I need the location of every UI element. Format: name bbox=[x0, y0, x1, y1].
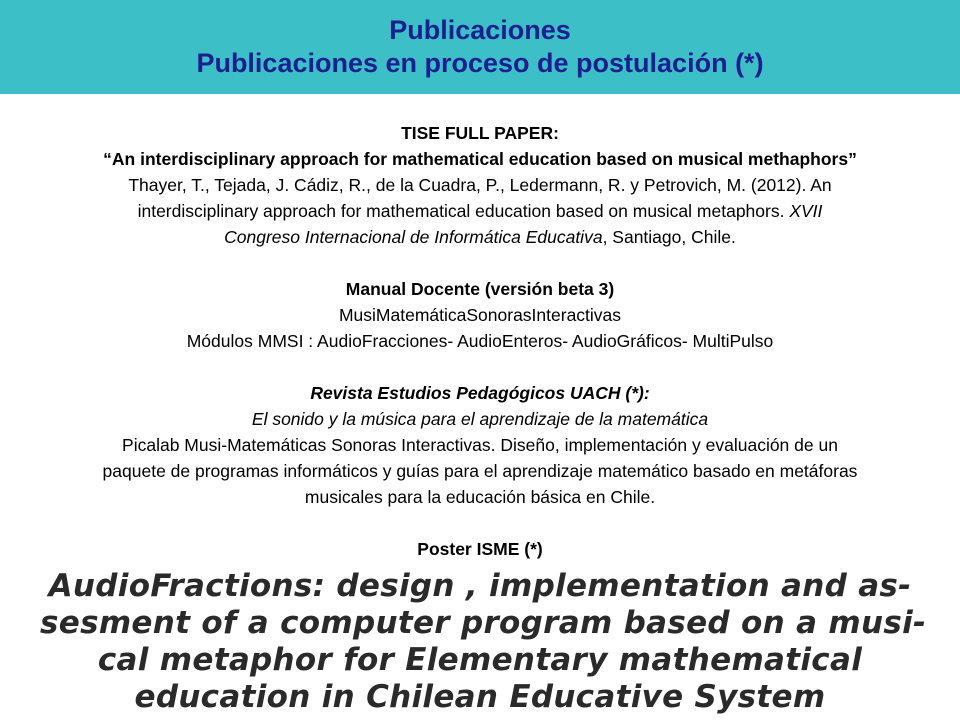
revista-desc-line-3: musicales para la educación básica en Chile. bbox=[304, 487, 656, 507]
spacer bbox=[0, 354, 960, 380]
manual-modules: Módulos MMSI : AudioFracciones- AudioEnteros- AudioGráficos- MultiPulso bbox=[186, 331, 774, 351]
manual-name: MusiMatemáticaSonorasInteractivas bbox=[338, 305, 622, 325]
slide-body bbox=[0, 120, 960, 562]
poster-title-image bbox=[40, 568, 927, 716]
slide-title: Publicaciones bbox=[389, 15, 571, 45]
spacer bbox=[0, 510, 960, 536]
tise-citation-line-2 bbox=[0, 198, 960, 224]
revista-desc-line-2: paquete de programas informáticos y guías para el aprendizaje matemático basado en metáforas bbox=[102, 461, 858, 481]
manual-heading: Manual Docente (versión beta 3) bbox=[345, 279, 615, 299]
slide-subtitle: Publicaciones en proceso de postulación (*) bbox=[196, 48, 764, 78]
revista-subtitle: El sonido y la música para el aprendizaje de la matemática bbox=[251, 409, 709, 429]
poster-title-line: cal metaphor for Elementary mathematical bbox=[97, 642, 863, 678]
tise-heading: TISE FULL PAPER: bbox=[401, 123, 559, 143]
tise-citation-line-3 bbox=[0, 224, 960, 250]
poster-heading: Poster ISME (*) bbox=[417, 539, 543, 559]
tise-congress-name: Congreso Internacional de Informática Educativa bbox=[224, 227, 603, 247]
spacer bbox=[0, 250, 960, 276]
poster-title-line: education in Chilean Educative System bbox=[134, 679, 826, 715]
slide-header bbox=[0, 0, 960, 94]
tise-citation-line-1: Thayer, T., Tejada, J. Cádiz, R., de la Cuadra, P., Ledermann, R. y Petrovich, M. (2012). An bbox=[128, 175, 832, 195]
revista-desc-line-1: Picalab Musi-Matemáticas Sonoras Interactivas. Diseño, implementación y evaluación de un bbox=[122, 435, 838, 455]
tise-congress-number: XVII bbox=[789, 201, 823, 221]
tise-congress-location: , Santiago, Chile. bbox=[602, 227, 736, 247]
poster-title-line: AudioFractions: design , implementation and as- bbox=[48, 568, 912, 604]
revista-heading: Revista Estudios Pedagógicos UACH (*): bbox=[310, 383, 650, 403]
tise-citation-text: interdisciplinary approach for mathematical education based on musical metaphors. bbox=[137, 201, 790, 221]
tise-paper-title: “An interdisciplinary approach for mathematical education based on musical methaphors” bbox=[103, 149, 857, 169]
poster-title-line: sesment of a computer program based on a musi- bbox=[40, 605, 927, 641]
